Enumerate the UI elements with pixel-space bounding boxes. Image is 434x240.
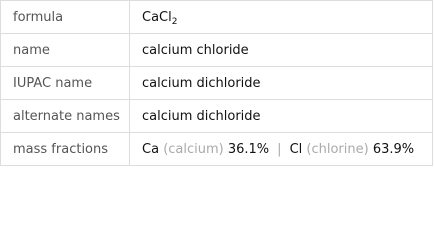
name-label: name: [1, 34, 130, 67]
formula-main: CaCl: [142, 9, 172, 25]
table-row: [1, 1, 433, 34]
chlorine-percent: 63.9%: [372, 141, 415, 157]
table-row: [1, 67, 433, 100]
formula-label: formula: [1, 1, 130, 34]
calcium-symbol: Ca: [142, 141, 160, 157]
iupac-name-value: calcium dichloride: [130, 67, 433, 100]
calcium-percent: 36.1%: [227, 141, 270, 157]
table-row: [1, 34, 433, 67]
chlorine-name: (chlorine): [306, 141, 369, 157]
chlorine-symbol: Cl: [289, 141, 303, 157]
calcium-name: (calcium): [163, 141, 224, 157]
table-row: [1, 100, 433, 133]
alternate-names-value: calcium dichloride: [130, 100, 433, 133]
formula-value: [130, 1, 433, 34]
fraction-separator: |: [277, 141, 282, 157]
iupac-name-label: IUPAC name: [1, 67, 130, 100]
formula-subscript: 2: [171, 16, 178, 27]
table-row: [1, 133, 433, 166]
mass-fractions-value: [130, 133, 433, 166]
name-value: calcium chloride: [130, 34, 433, 67]
mass-fractions-label: mass fractions: [1, 133, 130, 166]
alternate-names-label: alternate names: [1, 100, 130, 133]
